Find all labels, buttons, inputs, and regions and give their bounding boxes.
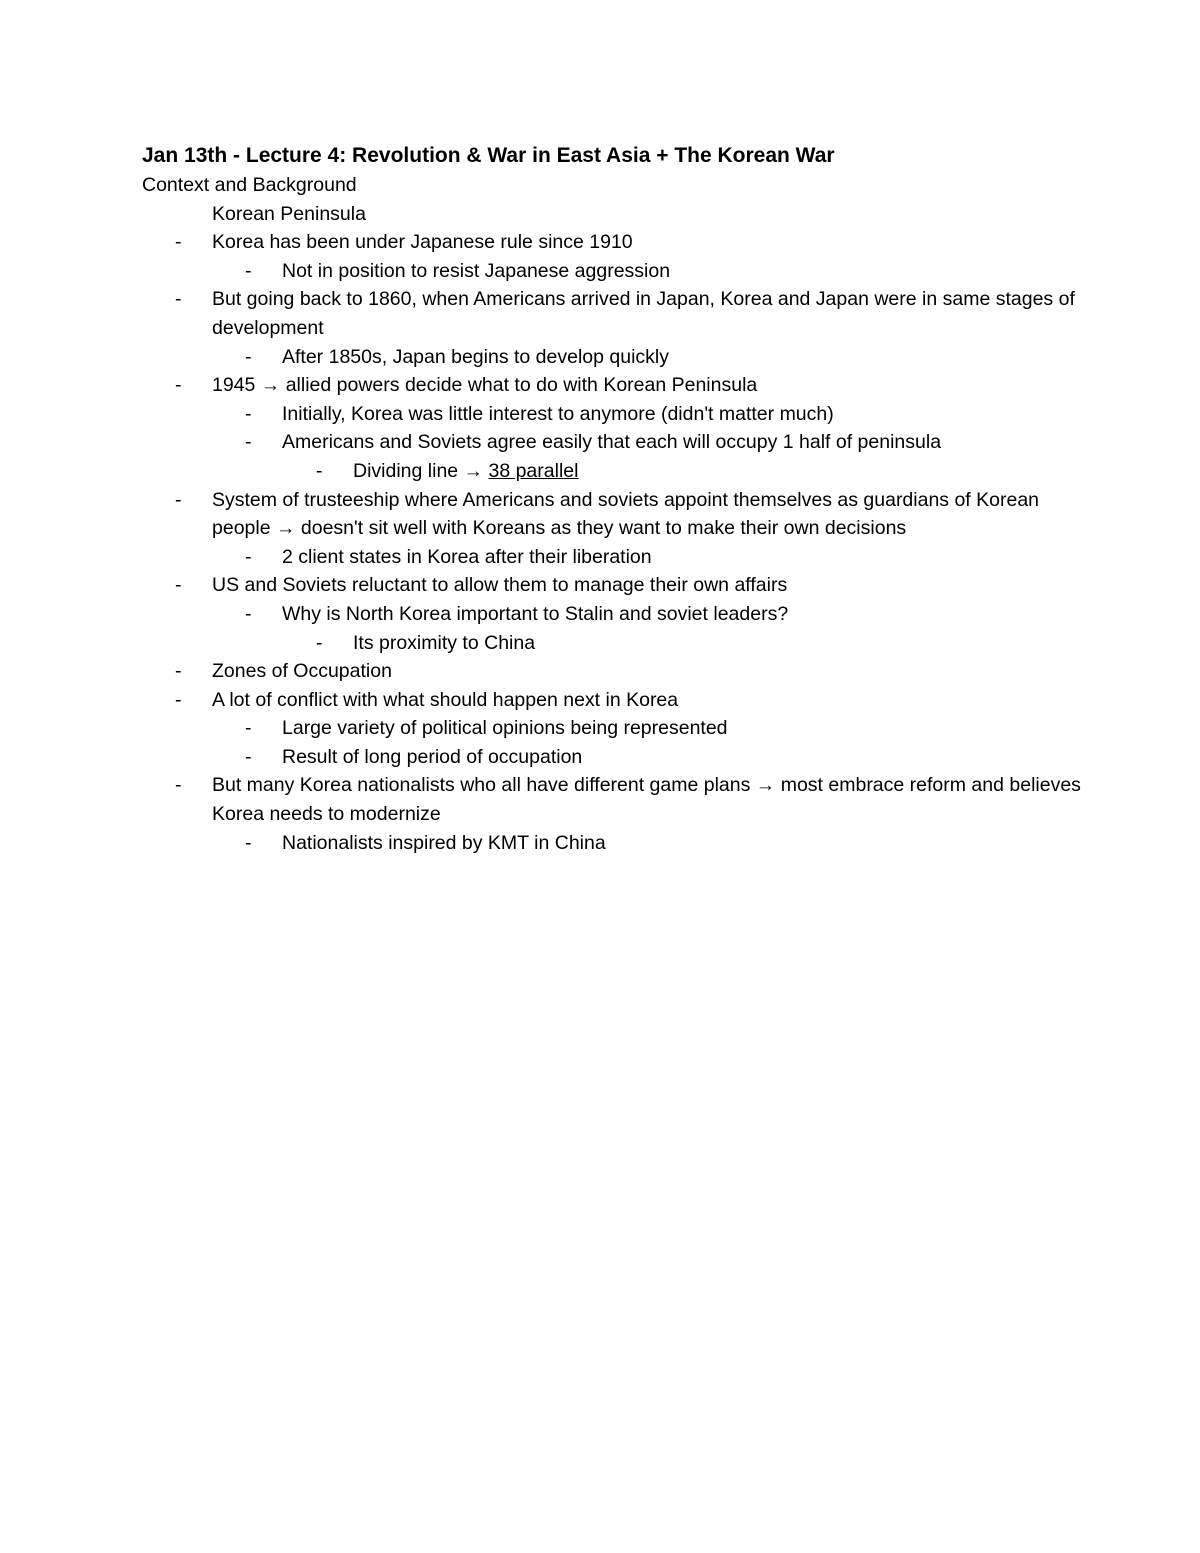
bullet-dash: -: [245, 602, 252, 625]
list-item: [142, 257, 1082, 286]
note-text: System of trusteeship where Americans and soviets appoint themselves as guardians of Korean people → doesn't sit well with Koreans as they want to make their own decisions: [212, 488, 1040, 540]
note-text: 1945 → allied powers decide what to do with Korean Peninsula: [212, 374, 758, 397]
list-item: [142, 629, 1082, 658]
bullet-dash: -: [245, 717, 252, 740]
list-item: [142, 600, 1082, 629]
note-text: But going back to 1860, when Americans arrived in Japan, Korea and Japan were in same stages of development: [212, 288, 1075, 339]
bullet-dash: -: [316, 459, 323, 482]
note-text: 2 client states in Korea after their liberation: [282, 545, 652, 568]
list-item: [142, 428, 1082, 457]
note-text: Large variety of political opinions being represented: [282, 717, 728, 740]
bullet-dash: -: [245, 259, 252, 282]
bullet-dash: -: [245, 831, 252, 854]
list-item: [142, 771, 1082, 828]
note-text: A lot of conflict with what should happen next in Korea: [212, 688, 679, 711]
bullet-dash: -: [175, 688, 182, 711]
bullet-dash: -: [175, 374, 182, 397]
note-text: Why is North Korea important to Stalin and soviet leaders?: [282, 602, 789, 625]
bullet-dash: -: [245, 431, 252, 454]
list-item: [142, 371, 1082, 400]
note-text: Nationalists inspired by KMT in China: [282, 831, 606, 854]
note-text: After 1850s, Japan begins to develop quickly: [282, 345, 670, 368]
list-item: [142, 400, 1082, 429]
bullet-dash: -: [175, 231, 182, 254]
bullet-dash: -: [316, 631, 323, 654]
note-text: US and Soviets reluctant to allow them to manage their own affairs: [212, 574, 788, 597]
bullet-dash: -: [175, 288, 182, 311]
note-text: Not in position to resist Japanese aggression: [282, 259, 671, 282]
section-heading: Context and Background: [142, 174, 357, 196]
note-text: Zones of Occupation: [212, 660, 392, 683]
list-item: [142, 543, 1082, 572]
subsection-heading: Korean Peninsula: [212, 202, 366, 225]
document-title: Jan 13th - Lecture 4: Revolution & War in East Asia + The Korean War: [142, 144, 835, 167]
note-text: Initially, Korea was little interest to anymore (didn't matter much): [282, 402, 834, 425]
bullet-dash: -: [245, 745, 252, 768]
document-page: [142, 141, 1082, 857]
note-text: Its proximity to China: [353, 631, 536, 654]
list-item: [142, 686, 1082, 715]
bullet-dash: -: [175, 660, 182, 683]
list-item: [142, 486, 1082, 543]
list-item: [142, 571, 1082, 600]
bullet-dash: -: [175, 488, 182, 511]
note-text: Dividing line →: [353, 459, 489, 482]
list-item: [142, 343, 1082, 372]
bullet-dash: -: [245, 345, 252, 368]
list-item: [142, 657, 1082, 686]
note-text: Americans and Soviets agree easily that each will occupy 1 half of peninsula: [282, 431, 942, 454]
list-item: [142, 457, 1082, 486]
note-text: Korea has been under Japanese rule since 1910: [212, 231, 633, 254]
list-item: [142, 228, 1082, 257]
bullet-dash: -: [175, 574, 182, 597]
notes-list: [142, 228, 1082, 857]
note-text: But many Korea nationalists who all have different game plans → most embrace reform and believes Korea needs to modernize: [212, 774, 1081, 826]
bullet-dash: -: [245, 545, 252, 568]
note-text: Result of long period of occupation: [282, 745, 583, 768]
list-item: [142, 743, 1082, 772]
underlined-term: 38 parallel: [488, 459, 579, 482]
list-item: [142, 285, 1082, 342]
bullet-dash: -: [175, 774, 182, 797]
list-item: [142, 714, 1082, 743]
bullet-dash: -: [245, 402, 252, 425]
list-item: [142, 829, 1082, 858]
